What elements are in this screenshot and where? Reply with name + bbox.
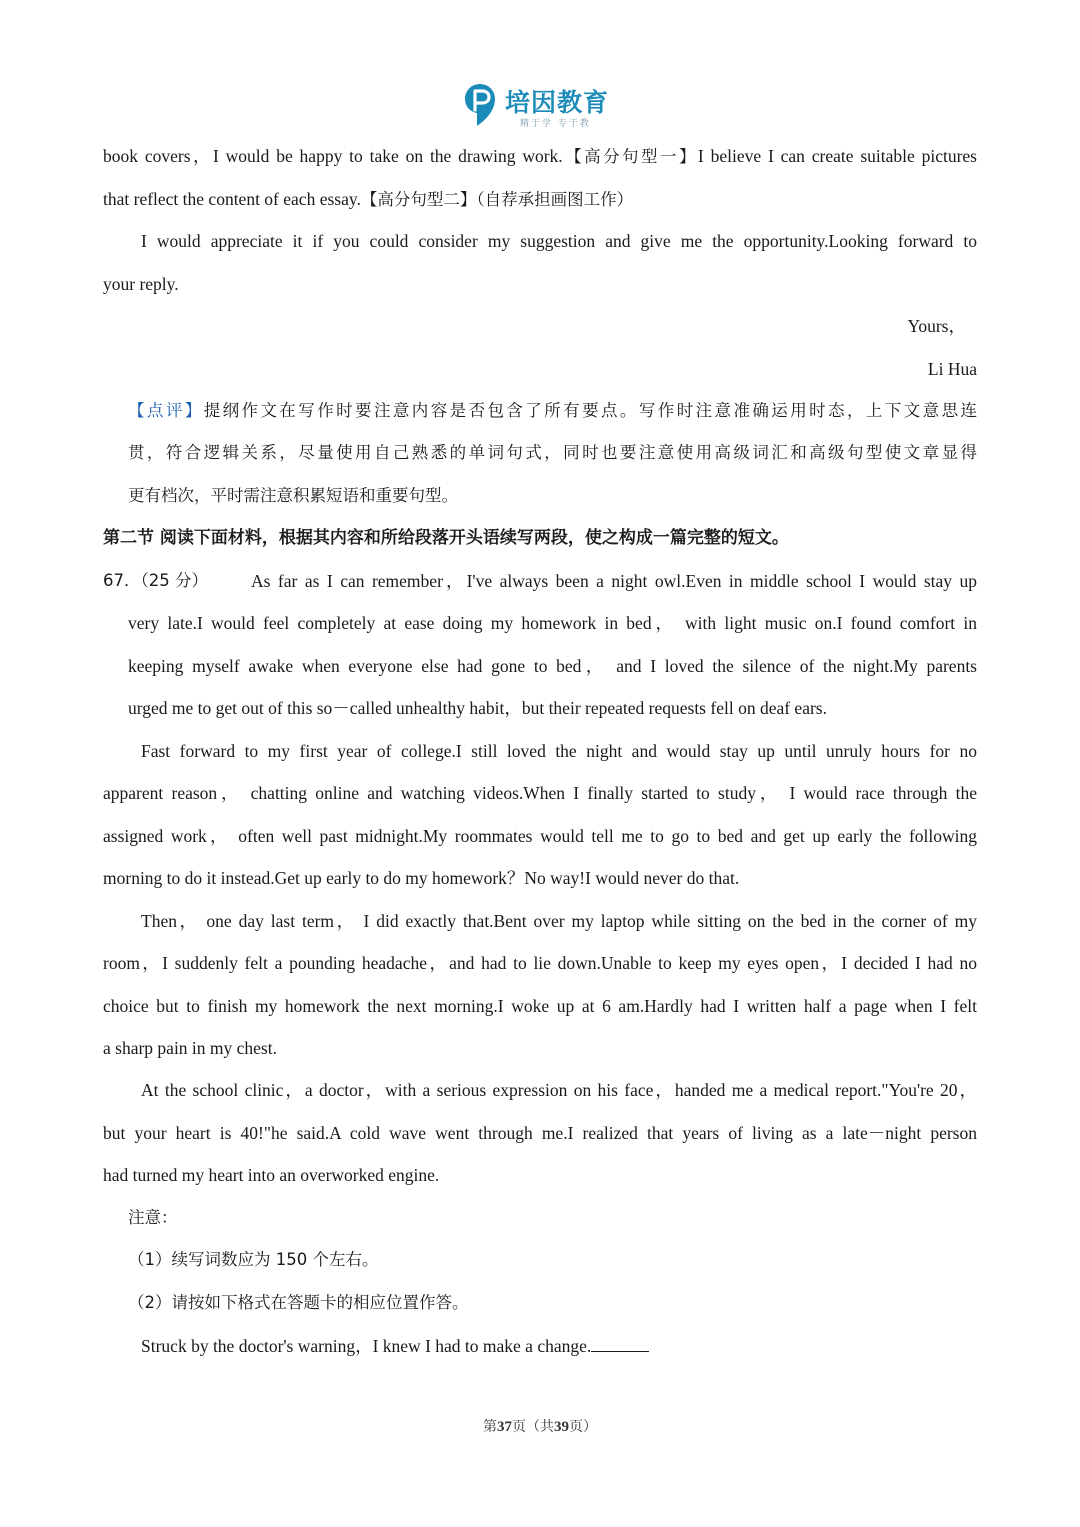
note-title: 注意： xyxy=(128,1208,178,1227)
section-title: 第二节 阅读下面材料，根据其内容和所给段落开头语续写两段，使之构成一篇完整的短文。 xyxy=(103,528,789,548)
answer-blank[interactable] xyxy=(591,1333,649,1352)
passage-line: keeping myself awake when everyone else had gone to bed， and I loved the silence of the night.My parents xyxy=(128,656,977,676)
current-page: 37 xyxy=(497,1419,512,1435)
essay-line: that reflect the content of each essay.【高分句型二】（自荐承担画图工作） xyxy=(103,189,634,209)
essay-line: your reply. xyxy=(103,274,179,294)
passage-line: but your heart is 40!"he said.A cold wave went through me.I realized that years of living as a late－night person xyxy=(103,1123,977,1143)
page-footer: 第37页（共39页） xyxy=(483,1419,597,1435)
passage-line: At the school clinic，a doctor，with a serious expression on his face，handed me a medical report."You're 20， xyxy=(141,1080,977,1100)
passage-line: choice but to finish my homework the next morning.I woke up at 6 am.Hardly had I written half a page when I felt xyxy=(103,996,977,1016)
passage-line: room，I suddenly felt a pounding headache，and had to lie down.Unable to keep my eyes open，I decided I had no xyxy=(103,953,977,973)
passage-line: apparent reason， chatting online and watching videos.When I finally started to study， I would race through the xyxy=(103,783,977,803)
comment-line: 【点评】提纲作文在写作时要注意内容是否包含了所有要点。写作时注意准确运用时态，上下文意思连 xyxy=(128,401,978,420)
passage-line: Fast forward to my first year of college.I still loved the night and would stay up until unruly hours for no xyxy=(141,741,977,761)
brand-slogan: 精于学 专于教 xyxy=(520,119,591,129)
essay-line: I would appreciate it if you could consider my suggestion and give me the opportunity.Looking forward to xyxy=(141,231,977,251)
note-item: （2）请按如下格式在答题卡的相应位置作答。 xyxy=(128,1293,469,1312)
passage-line: assigned work， often well past midnight.My roommates would tell me to go to bed and get up early the following xyxy=(103,826,977,846)
letter-closing: Yours， xyxy=(907,316,966,336)
question-number: 67．（25 分） xyxy=(103,571,208,590)
comment-line: 贯，符合逻辑关系，尽量使用自己熟悉的单词句式，同时也要注意使用高级词汇和高级句型使文章显得 xyxy=(128,443,977,462)
passage-line: urged me to get out of this so－called unhealthy habit，but their repeated requests fell on deaf ears. xyxy=(128,698,827,718)
brand-name: 培因教育 xyxy=(505,88,610,117)
passage-line: had turned my heart into an overworked engine. xyxy=(103,1165,440,1185)
passage-line: a sharp pain in my chest. xyxy=(103,1038,277,1058)
comment-label: 【点评】 xyxy=(128,401,204,420)
letter-signature: Li Hua xyxy=(927,359,977,379)
brand-logo-icon xyxy=(463,82,497,128)
continuation-prompt: Struck by the doctor's warning，I knew I had to make a change. xyxy=(141,1333,649,1358)
passage-line: morning to do it instead.Get up early to do my homework？No way!I would never do that. xyxy=(103,868,740,888)
note-item: （1）续写词数应为 150 个左右。 xyxy=(128,1250,379,1269)
total-pages: 39 xyxy=(554,1419,569,1435)
essay-line: book covers，I would be happy to take on the drawing work.【高分句型一】I believe I can create suitable pictures xyxy=(103,146,977,166)
passage-line: As far as I can remember，I've always been a night owl.Even in middle school I would stay up xyxy=(251,571,977,591)
comment-line: 更有档次，平时需注意积累短语和重要句型。 xyxy=(128,486,458,505)
passage-line: very late.I would feel completely at ease doing my homework in bed， with light music on.I found comfort in xyxy=(128,613,977,633)
brand-logo xyxy=(463,80,623,132)
passage-line: Then， one day last term， I did exactly that.Bent over my laptop while sitting on the bed in the corner of my xyxy=(141,911,977,931)
